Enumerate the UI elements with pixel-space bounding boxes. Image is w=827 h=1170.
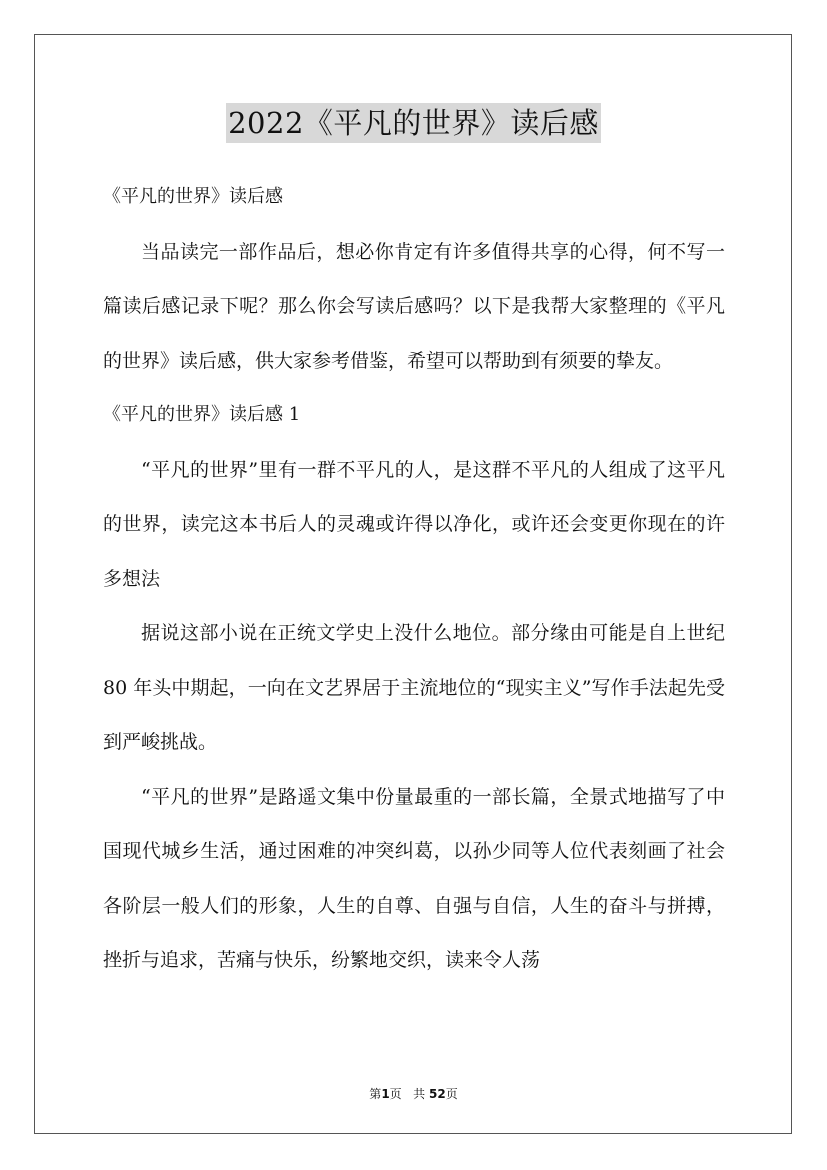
document-title: 2022《平凡的世界》读后感 bbox=[226, 103, 601, 143]
footer-total-suffix: 页 bbox=[445, 1087, 458, 1101]
footer-total-pages: 52 bbox=[428, 1087, 446, 1101]
body-paragraph: 据说这部小说在正统文学史上没什么地位。部分缘由可能是自上世纪 80 年头中期起，一向在文艺界居于主流地位的“现实主义”写作手法起先受到严峻挑战。 bbox=[103, 622, 725, 753]
intro-paragraph: 当品读完一部作品后，想必你肯定有许多值得共享的心得，何不写一篇读后感记录下呢？那么你会写读后感吗？以下是我帮大家整理的《平凡的世界》读后感，供大家参考借鉴，希望可以帮助到有须要的挚友。 bbox=[103, 240, 725, 372]
section-heading: 《平凡的世界》读后感 1 bbox=[103, 404, 301, 425]
document-body bbox=[103, 170, 725, 988]
document-heading: 《平凡的世界》读后感 bbox=[103, 186, 283, 207]
footer-total-prefix: 共 bbox=[413, 1087, 426, 1101]
document-title-wrap bbox=[0, 103, 827, 143]
footer-page-prefix: 第 bbox=[369, 1087, 382, 1101]
body-paragraph: “平凡的世界”里有一群不平凡的人，是这群不平凡的人组成了这平凡的世界，读完这本书后人的灵魂或许得以净化，或许还会变更你现在的许多想法 bbox=[103, 458, 725, 590]
page-footer bbox=[0, 1085, 827, 1102]
footer-page-suffix: 页 bbox=[389, 1087, 402, 1101]
body-paragraph: “平凡的世界”是路遥文集中份量最重的一部长篇，全景式地描写了中国现代城乡生活，通过困难的冲突纠葛，以孙少同等人位代表刻画了社会各阶层一般人们的形象，人生的自尊、自强与自信，人生的奋斗与拼搏，挫折与追求，苦痛与快乐，纷繁地交织，读来令人荡 bbox=[103, 785, 725, 971]
footer-page-number: 1 bbox=[381, 1087, 390, 1101]
